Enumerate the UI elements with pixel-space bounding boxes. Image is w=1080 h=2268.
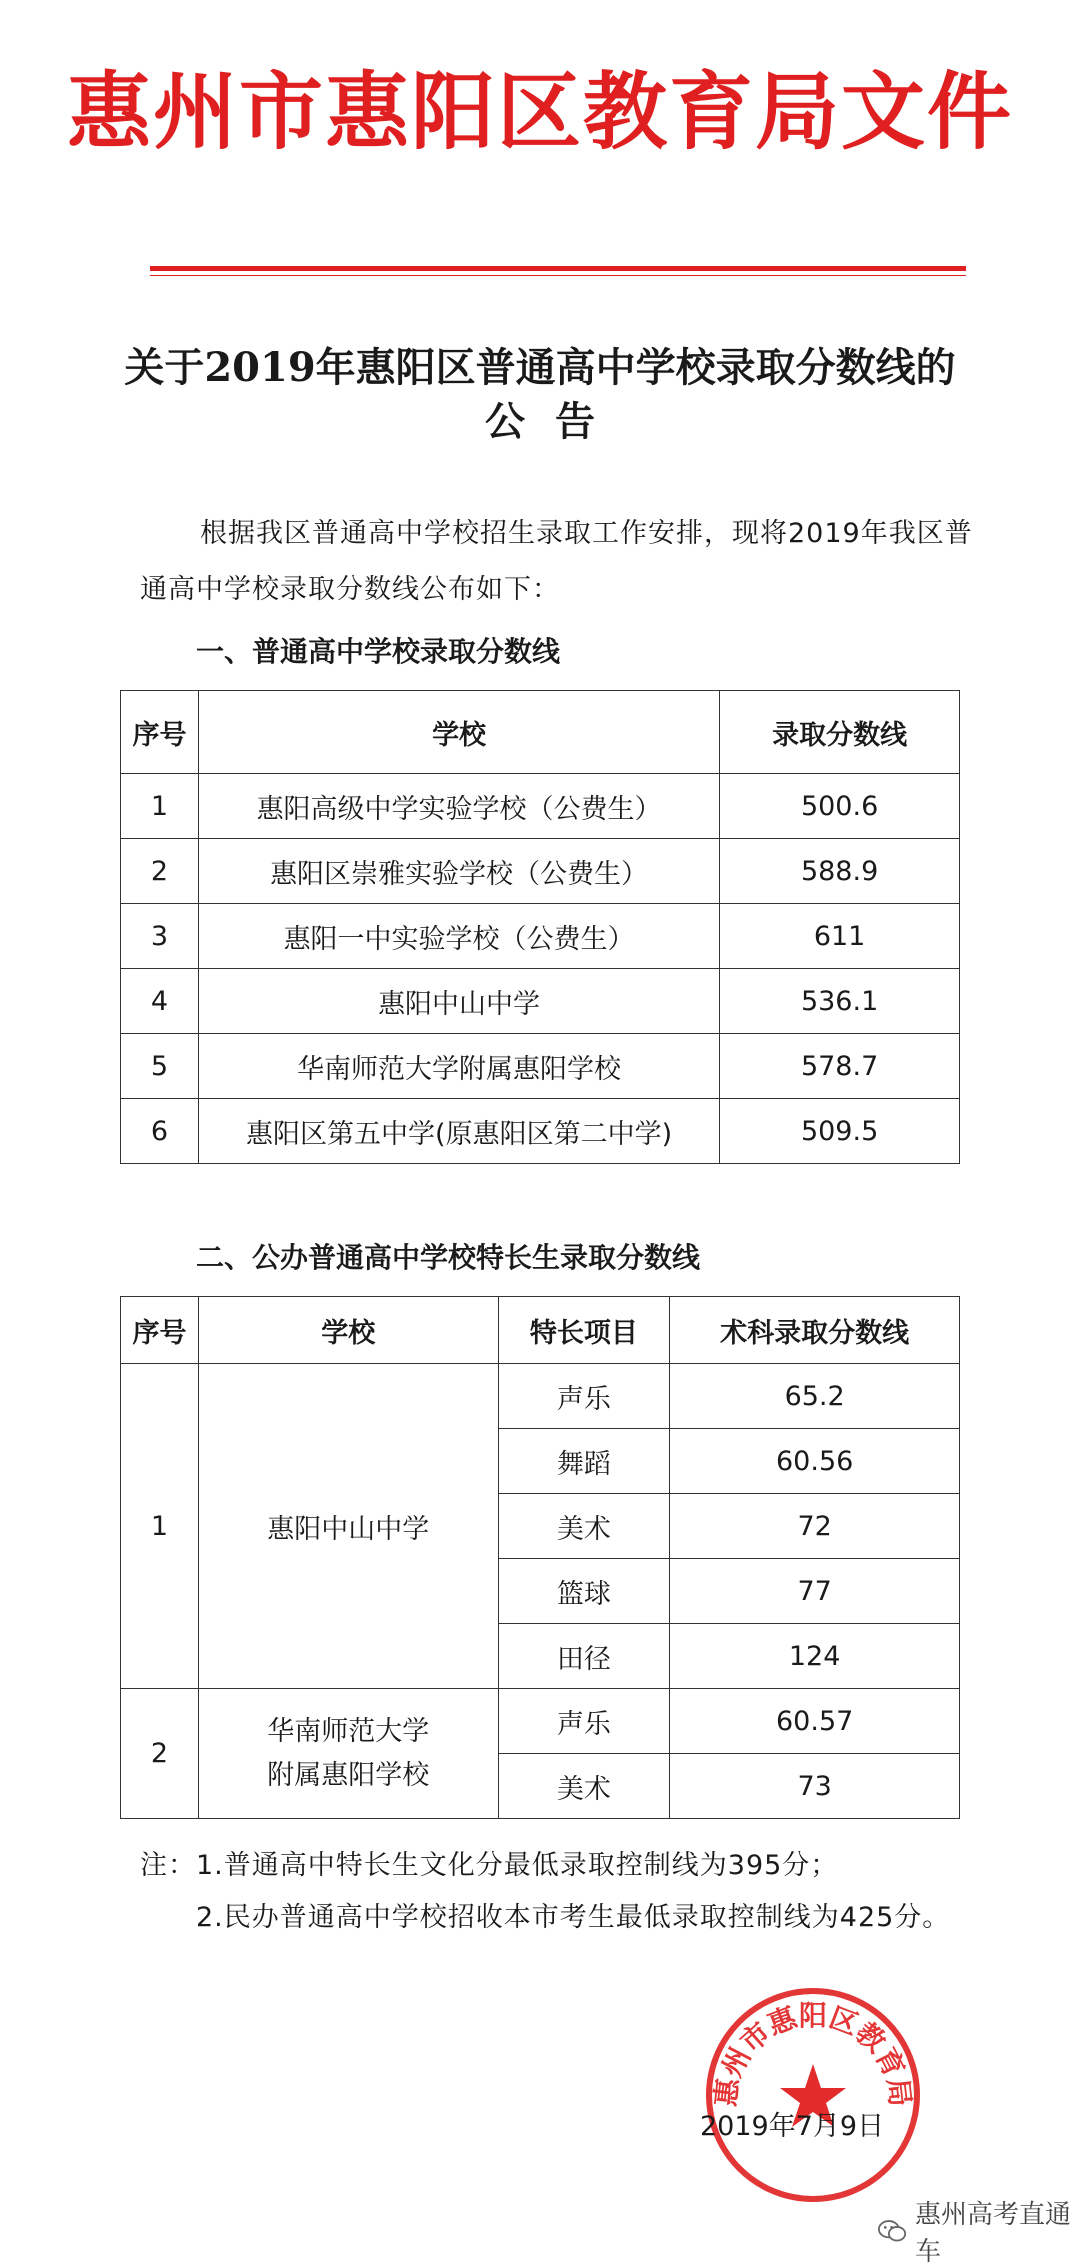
table-row bbox=[121, 774, 960, 839]
table-row bbox=[121, 904, 960, 969]
row-score: 60.57 bbox=[670, 1689, 960, 1754]
row-score: 578.7 bbox=[720, 1034, 960, 1099]
table-header-row bbox=[121, 691, 960, 774]
table-row bbox=[121, 839, 960, 904]
row-score: 611 bbox=[720, 904, 960, 969]
group-school-line: 附属惠阳学校 bbox=[267, 1759, 430, 1791]
header-score: 录取分数线 bbox=[720, 691, 960, 774]
row-school: 惠阳区崇雅实验学校（公费生） bbox=[198, 839, 719, 904]
row-score: 500.6 bbox=[720, 774, 960, 839]
header-school: 学校 bbox=[198, 1297, 498, 1364]
row-score: 588.9 bbox=[720, 839, 960, 904]
watermark bbox=[878, 2194, 1080, 2268]
row-score: 124 bbox=[670, 1624, 960, 1689]
group-school bbox=[198, 1364, 498, 1689]
row-no: 2 bbox=[121, 839, 199, 904]
table-row bbox=[121, 1099, 960, 1164]
row-no: 4 bbox=[121, 969, 199, 1034]
table-row bbox=[121, 1689, 960, 1754]
table-row bbox=[121, 969, 960, 1034]
notice-title: 关于2019年惠阳区普通高中学校录取分数线的 bbox=[124, 344, 956, 391]
header-no: 序号 bbox=[121, 691, 199, 774]
row-no: 6 bbox=[121, 1099, 199, 1164]
row-school: 惠阳一中实验学校（公费生） bbox=[198, 904, 719, 969]
row-school: 惠阳区第五中学(原惠阳区第二中学) bbox=[198, 1099, 719, 1164]
note-line-2: 2.民办普通高中学校招收本市考生最低录取控制线为425分。 bbox=[196, 1902, 951, 1933]
section2-heading: 二、公办普通高中学校特长生录取分数线 bbox=[196, 1241, 701, 1274]
header-subject: 特长项目 bbox=[498, 1297, 670, 1364]
row-subject: 篮球 bbox=[498, 1559, 670, 1624]
group-no: 2 bbox=[121, 1689, 199, 1819]
section1-heading: 一、普通高中学校录取分数线 bbox=[196, 635, 561, 668]
issue-date: 2019年7月9日 bbox=[700, 2111, 885, 2142]
row-school: 惠阳高级中学实验学校（公费生） bbox=[198, 774, 719, 839]
header-school: 学校 bbox=[198, 691, 719, 774]
header-score: 术科录取分数线 bbox=[670, 1297, 960, 1364]
red-rule-thin bbox=[150, 275, 966, 276]
group-school-line: 惠阳中山中学 bbox=[267, 1513, 430, 1545]
row-subject: 声乐 bbox=[498, 1364, 670, 1429]
row-school: 惠阳中山中学 bbox=[198, 969, 719, 1034]
wechat-icon bbox=[878, 2218, 907, 2244]
specialty-score-table bbox=[120, 1296, 960, 1819]
row-no: 1 bbox=[121, 774, 199, 839]
row-subject: 舞蹈 bbox=[498, 1429, 670, 1494]
admission-score-table bbox=[120, 690, 960, 1164]
row-score: 536.1 bbox=[720, 969, 960, 1034]
group-no: 1 bbox=[121, 1364, 199, 1689]
masthead: 惠州市惠阳区教育局文件 bbox=[66, 63, 1013, 161]
table-row bbox=[121, 1364, 960, 1429]
group-school bbox=[198, 1689, 498, 1819]
row-score: 72 bbox=[670, 1494, 960, 1559]
row-no: 3 bbox=[121, 904, 199, 969]
note-line-1: 注：1.普通高中特长生文化分最低录取控制线为395分； bbox=[140, 1850, 839, 1881]
official-seal-icon bbox=[700, 1982, 926, 2208]
row-subject: 声乐 bbox=[498, 1689, 670, 1754]
row-no: 5 bbox=[121, 1034, 199, 1099]
seal-text: 惠州市惠阳区教育局 bbox=[709, 1999, 917, 2109]
row-subject: 美术 bbox=[498, 1494, 670, 1559]
red-rule-thick bbox=[150, 266, 966, 271]
row-subject: 美术 bbox=[498, 1754, 670, 1819]
row-score: 77 bbox=[670, 1559, 960, 1624]
row-score: 73 bbox=[670, 1754, 960, 1819]
row-school: 华南师范大学附属惠阳学校 bbox=[198, 1034, 719, 1099]
table-row bbox=[121, 1034, 960, 1099]
watermark-text: 惠州高考直通车 bbox=[915, 2200, 1072, 2267]
row-score: 65.2 bbox=[670, 1364, 960, 1429]
intro-paragraph: 根据我区普通高中学校招生录取工作安排，现将2019年我区普通高中学校录取分数线公布如下： bbox=[140, 518, 973, 605]
table-header-row bbox=[121, 1297, 960, 1364]
group-school-line: 华南师范大学 bbox=[267, 1715, 430, 1747]
header-no: 序号 bbox=[121, 1297, 199, 1364]
row-score: 60.56 bbox=[670, 1429, 960, 1494]
row-subject: 田径 bbox=[498, 1624, 670, 1689]
row-score: 509.5 bbox=[720, 1099, 960, 1164]
notice-title-subtitle: 公告 bbox=[485, 398, 625, 445]
